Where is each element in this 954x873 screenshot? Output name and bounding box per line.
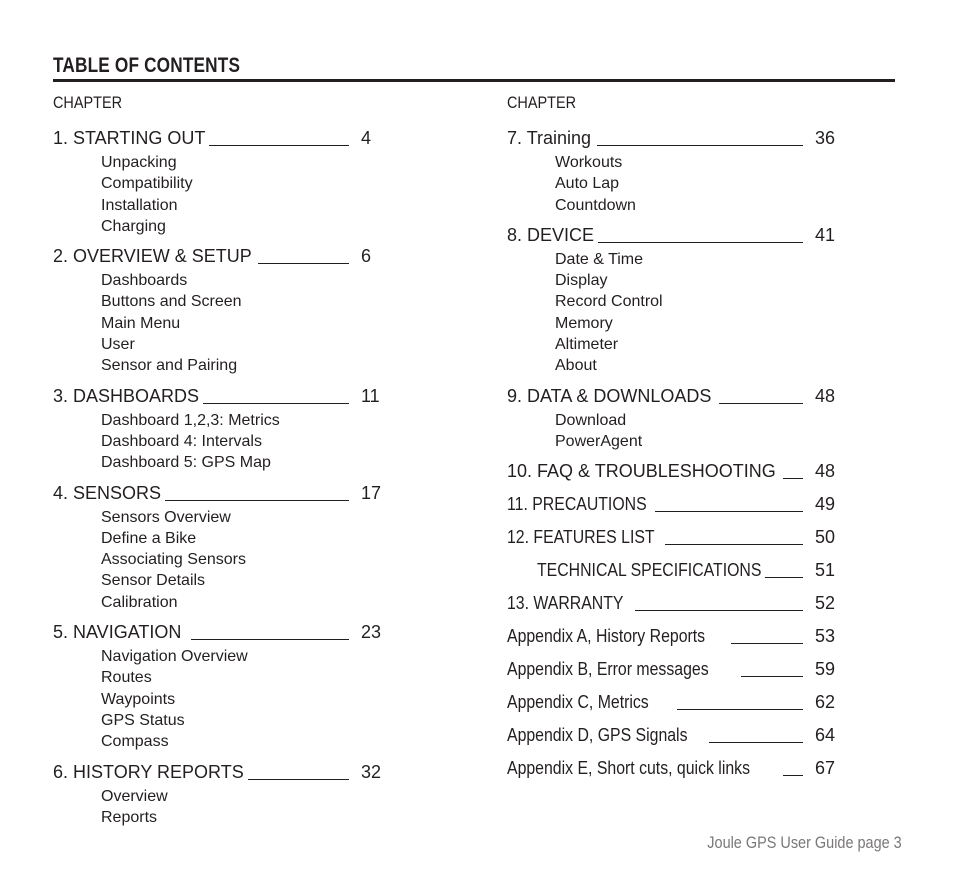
subsection-item[interactable]: Memory [555, 314, 613, 332]
leader-line [763, 577, 803, 578]
leader-line [591, 242, 803, 243]
leader-line [677, 709, 803, 710]
toc-entry-label: 11. PRECAUTIONS [507, 492, 650, 516]
subsection-item[interactable]: Navigation Overview [101, 648, 248, 666]
toc-page-number: 17 [361, 482, 382, 503]
toc-entry-technical-specifications[interactable] [507, 558, 847, 582]
subsection-item[interactable]: Altimeter [555, 336, 619, 354]
subsection-list [507, 152, 847, 216]
leader-line [731, 643, 803, 644]
toc-page-number: 11 [361, 385, 380, 406]
toc-entry-appendix-a[interactable] [507, 624, 847, 648]
toc-entry-label: 2. OVERVIEW & SETUP [53, 244, 256, 268]
subsection-item[interactable]: Compatibility [101, 175, 193, 193]
toc-entry-label: Appendix E, Short cuts, quick links [507, 756, 754, 780]
subsection-item[interactable]: Compass [101, 733, 169, 751]
toc-page-number: 51 [815, 560, 836, 581]
subsection-item[interactable]: Date & Time [555, 250, 644, 268]
toc-page-number: 59 [815, 659, 836, 680]
leader-line [203, 145, 349, 146]
page-title: TABLE OF CONTENTS [53, 54, 241, 77]
toc-entry-appendix-e[interactable] [507, 756, 847, 780]
subsection-item[interactable]: Countdown [555, 196, 636, 214]
toc-entry-label: 13. WARRANTY [507, 591, 627, 615]
subsection-item[interactable]: Routes [101, 669, 152, 687]
subsection-item[interactable]: Buttons and Screen [101, 293, 242, 311]
subsection-list [53, 646, 383, 752]
toc-entry-label: TECHNICAL SPECIFICATIONS [537, 558, 765, 582]
subsection-item[interactable]: Reports [101, 808, 158, 826]
toc-column-right [507, 93, 847, 780]
subsection-item[interactable]: Download [555, 411, 627, 429]
subsection-item[interactable]: Define a Bike [101, 529, 197, 547]
toc-entry-precautions[interactable] [507, 492, 847, 516]
toc-page-number: 32 [361, 761, 382, 782]
toc-entry-history-reports[interactable] [53, 760, 383, 784]
subsection-item[interactable]: Display [555, 272, 608, 290]
toc-entry-label: 9. DATA & DOWNLOADS [507, 384, 715, 408]
subsection-item[interactable]: Dashboard 4: Intervals [101, 432, 262, 450]
subsection-item[interactable]: Dashboard 5: GPS Map [101, 454, 271, 472]
toc-entry-label: Appendix B, Error messages [507, 657, 712, 681]
subsection-item[interactable]: Dashboards [101, 272, 188, 290]
toc-entry-label: Appendix D, GPS Signals [507, 723, 691, 747]
toc-page-number: 52 [815, 593, 836, 614]
leader-line [245, 779, 349, 780]
toc-page-number: 53 [815, 626, 836, 647]
toc-entry-label: 6. HISTORY REPORTS [53, 760, 248, 784]
toc-entry-label: 8. DEVICE [507, 223, 598, 247]
toc-entry-label: 12. FEATURES LIST [507, 525, 658, 549]
subsection-list [53, 410, 383, 474]
leader-line [191, 639, 349, 640]
leader-line [741, 676, 803, 677]
subsection-item[interactable]: Waypoints [101, 690, 176, 708]
chapter-heading: CHAPTER [53, 93, 123, 112]
page-footer: Joule GPS User Guide page 3 [707, 833, 902, 852]
toc-entry-appendix-c[interactable] [507, 690, 847, 714]
toc-entry-label: 10. FAQ & TROUBLESHOOTING [507, 459, 780, 483]
subsection-item[interactable]: Auto Lap [555, 175, 620, 193]
subsection-list [507, 410, 847, 453]
subsection-item[interactable]: Dashboard 1,2,3: Metrics [101, 411, 280, 429]
subsection-list [53, 152, 383, 237]
subsection-list [53, 507, 383, 613]
subsection-item[interactable]: PowerAgent [555, 432, 643, 450]
toc-entry-label: 3. DASHBOARDS [53, 384, 203, 408]
toc-entry-label: 5. NAVIGATION [53, 620, 185, 644]
subsection-list [53, 270, 383, 376]
subsection-item[interactable]: Associating Sensors [101, 551, 246, 569]
leader-line [719, 403, 803, 404]
toc-page-number: 23 [361, 622, 382, 643]
leader-line [597, 145, 803, 146]
toc-entry-label: Appendix C, Metrics [507, 690, 652, 714]
toc-page-number: 41 [815, 224, 836, 245]
toc-entry-overview-setup[interactable] [53, 244, 383, 268]
leader-line [783, 775, 803, 776]
toc-entry-data-downloads[interactable] [507, 384, 847, 408]
subsection-item[interactable]: Installation [101, 196, 178, 214]
subsection-item[interactable]: About [555, 357, 597, 375]
toc-entry-label: 1. STARTING OUT [53, 126, 209, 150]
leader-line [159, 500, 349, 501]
toc-entry-label: 7. Training [507, 126, 595, 150]
leader-line [258, 263, 349, 264]
toc-page-number: 6 [361, 246, 372, 267]
toc-entry-appendix-d[interactable] [507, 723, 847, 747]
toc-entry-label: 4. SENSORS [53, 481, 165, 505]
leader-line [635, 610, 803, 611]
subsection-item[interactable]: Unpacking [101, 154, 177, 171]
toc-column-left [53, 93, 383, 828]
toc-entry-label: Appendix A, History Reports [507, 624, 709, 648]
toc-page-number: 64 [815, 725, 836, 746]
subsection-list [53, 786, 383, 829]
leader-line [783, 478, 803, 479]
toc-entry-appendix-b[interactable] [507, 657, 847, 681]
toc-page-number: 67 [815, 758, 836, 779]
subsection-item[interactable]: Calibration [101, 593, 178, 611]
toc-page-number: 49 [815, 494, 836, 515]
subsection-item[interactable]: Sensor Details [101, 572, 206, 590]
toc-page-number: 62 [815, 692, 836, 713]
toc-entry-warranty[interactable] [507, 591, 847, 615]
leader-line [203, 403, 349, 404]
toc-entry-faq[interactable] [507, 459, 847, 483]
toc-entry-navigation[interactable] [53, 620, 383, 644]
title-divider [53, 79, 895, 82]
toc-entry-training[interactable] [507, 126, 847, 150]
leader-line [665, 544, 803, 545]
subsection-item[interactable]: Sensor and Pairing [101, 357, 238, 375]
subsection-item[interactable]: Main Menu [101, 314, 181, 332]
toc-entry-sensors[interactable] [53, 481, 383, 505]
toc-entry-dashboards[interactable] [53, 384, 383, 408]
toc-page-number: 36 [815, 128, 836, 148]
toc-page-number: 48 [815, 385, 836, 406]
toc-entry-starting-out[interactable] [53, 126, 383, 150]
leader-line [709, 742, 803, 743]
toc-entry-features-list[interactable] [507, 525, 847, 549]
subsection-item[interactable]: GPS Status [101, 711, 185, 729]
subsection-list [507, 249, 847, 377]
subsection-item[interactable]: Charging [101, 217, 166, 235]
subsection-item[interactable]: Workouts [555, 154, 623, 171]
toc-page-number: 50 [815, 527, 836, 548]
leader-line [655, 511, 803, 512]
subsection-item[interactable]: Record Control [555, 293, 663, 311]
subsection-item[interactable]: Sensors Overview [101, 508, 231, 526]
subsection-item[interactable]: User [101, 336, 135, 354]
toc-page-number: 4 [361, 128, 372, 148]
chapter-heading: CHAPTER [507, 93, 577, 112]
toc-entry-device[interactable] [507, 223, 847, 247]
subsection-item[interactable]: Overview [101, 787, 168, 805]
toc-page-number: 48 [815, 461, 836, 482]
